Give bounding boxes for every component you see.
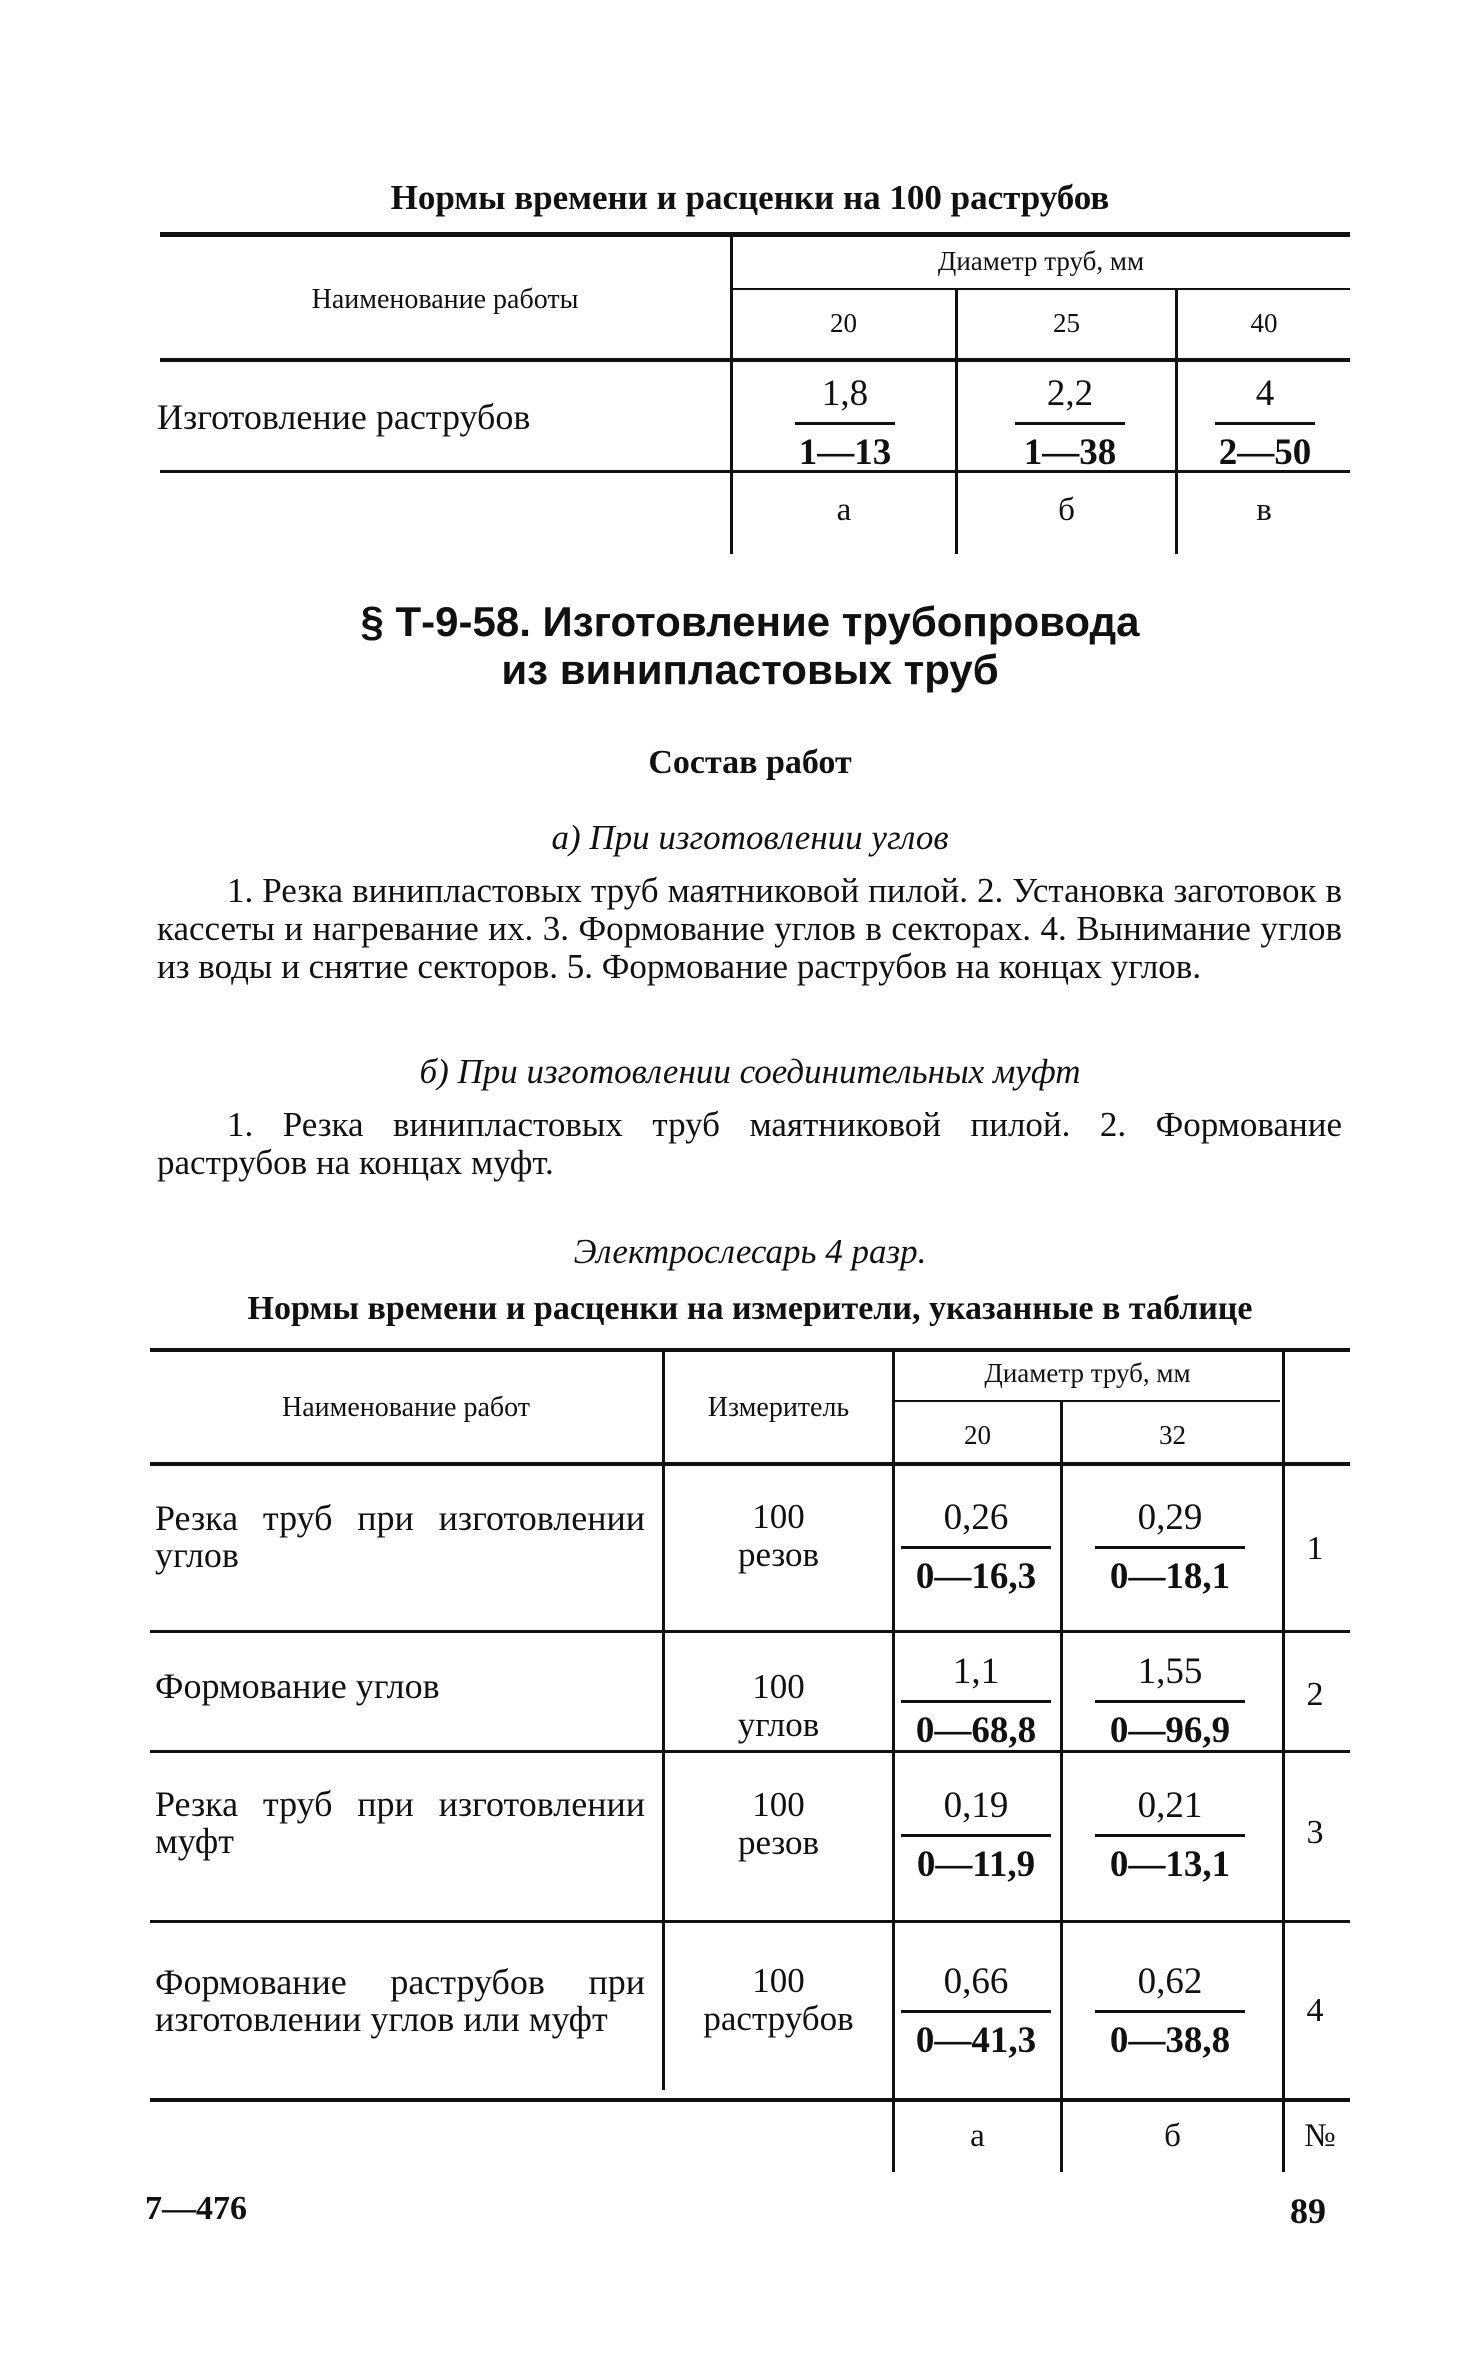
unit-qty: 100 (752, 1667, 805, 1706)
table2-header-rule (150, 1462, 1350, 1466)
table2-row3-rule (150, 1920, 1350, 1923)
table2-diameter-header: Диаметр труб, мм (984, 1358, 1191, 1388)
unit-label: углов (737, 1705, 820, 1744)
table2-letter-b: б (1164, 2118, 1181, 2154)
table2-col-unit-header: Измеритель (707, 1392, 850, 1423)
unit-qty: 100 (752, 1785, 805, 1824)
fraction-bar (1095, 2010, 1245, 2013)
table1-title: Нормы времени и расценки на 100 раструбов (390, 178, 1110, 217)
table2-row2-value-32 (1085, 1650, 1255, 1753)
norm-value: 0,21 (1137, 1785, 1203, 1826)
table1-diam-rule (732, 288, 1350, 290)
unit-label: резов (737, 1535, 820, 1574)
table1-col-name-header: Наименование работы (311, 284, 579, 315)
norm-value: 0,66 (943, 1961, 1009, 2002)
composition-heading: Состав работ (648, 744, 852, 781)
sub-a-text: 1. Резка винипластовых труб маятниковой пилой. 2. Установка заготовок в кассеты и нагревание их. 3. Формование углов в секторах. 4. Вынимание углов из воды и снятие секторов. 5. Формование раструбов на концах углов. (157, 871, 1342, 986)
table2-row4-number: 4 (1306, 1992, 1324, 2029)
price-value: 0—11,9 (916, 1844, 1036, 1885)
table2-row1-value-20 (900, 1496, 1052, 1599)
norm-value: 1,1 (952, 1651, 1000, 1692)
fraction-bar (901, 1546, 1051, 1549)
table2-row1-value-32 (1085, 1496, 1255, 1599)
table2-row3-number: 3 (1306, 1814, 1324, 1851)
table1-value-20 (790, 372, 900, 475)
norm-value: 0,62 (1137, 1961, 1203, 2002)
table1-diameter-40: 40 (1250, 308, 1278, 338)
table2-row2-value-20 (900, 1650, 1052, 1753)
sub-b-heading: б) При изготовлении соединительных муфт (419, 1052, 1081, 1091)
table2-diameter-20: 20 (964, 1420, 991, 1450)
fraction-bar (795, 422, 895, 425)
table2-row4-name: Формование раструбов при изготовлении углов или муфт (155, 1962, 645, 2039)
table2-row4-value-32 (1085, 1960, 1255, 2063)
norm-value: 1,8 (821, 373, 869, 414)
fraction-bar (1215, 422, 1315, 425)
fraction-bar (1095, 1834, 1245, 1837)
norm-value: 4 (1255, 373, 1275, 414)
table2-row1-unit (665, 1498, 892, 1574)
table2-row3-unit (665, 1786, 892, 1862)
unit-qty: 100 (752, 1497, 805, 1536)
table2-letter-a: а (970, 2118, 985, 2154)
fraction-bar (901, 1834, 1051, 1837)
norm-value: 0,29 (1137, 1497, 1203, 1538)
fraction-bar (1095, 1700, 1245, 1703)
section-title-line2: из винипластовых труб (501, 646, 999, 693)
table2-top-rule (150, 1348, 1350, 1352)
price-value: 1—13 (798, 432, 892, 473)
price-value: 0—13,1 (1109, 1844, 1231, 1885)
worker-grade: Электрослесарь 4 разр. (573, 1232, 927, 1271)
fraction-bar (1015, 422, 1125, 425)
table2-row1-number: 1 (1306, 1530, 1324, 1567)
table2-row3-value-32 (1085, 1784, 1255, 1887)
table2-num-label: № (1304, 2118, 1336, 2154)
table1-header-rule (160, 358, 1350, 362)
price-value: 0—96,9 (1109, 1710, 1231, 1751)
table1-diameter-header: Диаметр труб, мм (937, 246, 1145, 276)
price-value: 2—50 (1218, 432, 1312, 473)
table2-vline-d2 (1282, 1352, 1285, 2172)
table2-diam-rule (895, 1400, 1280, 1402)
table1-row-name: Изготовление раструбов (157, 397, 531, 437)
table1-letter-a: а (836, 492, 852, 528)
table1-value-25 (1010, 372, 1130, 475)
table1-top-rule (160, 232, 1350, 237)
table2-row3-name: Резка труб при изготовлении муфт (155, 1784, 645, 1861)
table1-diameter-20: 20 (830, 308, 857, 338)
fraction-bar (901, 2010, 1051, 2013)
table2-row2-name: Формование углов (155, 1666, 440, 1706)
price-value: 1—38 (1023, 432, 1117, 473)
price-value: 0—41,3 (915, 2020, 1037, 2061)
table2-row3-value-20 (900, 1784, 1052, 1887)
unit-label: раструбов (703, 1999, 854, 2038)
table2-vline-unit (892, 1352, 895, 2172)
table1-bottom-rule (160, 470, 1350, 473)
price-value: 0—18,1 (1109, 1556, 1231, 1597)
norm-value: 2,2 (1046, 373, 1094, 414)
table1-value-40 (1210, 372, 1320, 475)
table2-vline-d1 (1060, 1402, 1063, 2172)
page-number: 89 (1290, 2191, 1326, 2231)
sub-b-text: 1. Резка винипластовых труб маятниковой пилой. 2. Формование раструбов на концах муфт. (157, 1105, 1342, 1182)
table1-diameter-25: 25 (1053, 308, 1080, 338)
table2-row4-value-20 (900, 1960, 1052, 2063)
price-value: 0—16,3 (915, 1556, 1037, 1597)
price-value: 0—38,8 (1109, 2020, 1231, 2061)
table2-col-name-header: Наименование работ (282, 1392, 530, 1423)
norm-value: 0,19 (943, 1785, 1009, 1826)
table2-bottom-rule (150, 2098, 1350, 2102)
fraction-bar (901, 1700, 1051, 1703)
table2-diameter-32: 32 (1159, 1420, 1186, 1450)
unit-label: резов (737, 1823, 820, 1862)
table2-row1-name: Резка труб при изготовлении углов (155, 1498, 645, 1575)
table2-title: Нормы времени и расценки на измерители, указанные в таблице (247, 1290, 1253, 1327)
fraction-bar (1095, 1546, 1245, 1549)
norm-value: 1,55 (1137, 1651, 1203, 1692)
sub-a-heading: а) При изготовлении углов (551, 818, 949, 857)
table2-row1-rule (150, 1630, 1350, 1633)
table2-row2-unit (665, 1668, 892, 1744)
table1-letter-v: в (1256, 492, 1272, 528)
norm-value: 0,26 (943, 1497, 1009, 1538)
table1-letter-b: б (1058, 492, 1075, 528)
signature-mark: 7—476 (145, 2190, 247, 2227)
unit-qty: 100 (752, 1961, 805, 2000)
section-title-line1: § Т-9-58. Изготовление трубопровода (360, 598, 1140, 645)
price-value: 0—68,8 (915, 1710, 1037, 1751)
table2-row2-number: 2 (1306, 1676, 1324, 1713)
table2-row4-unit (665, 1962, 892, 2038)
